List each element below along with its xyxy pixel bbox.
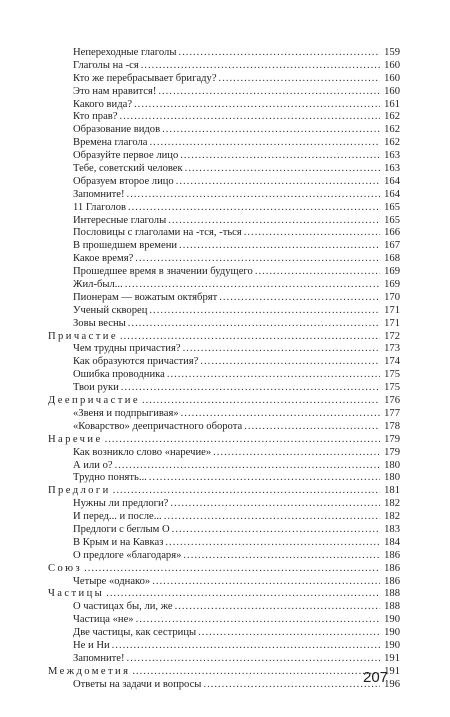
toc-entry-page: 171 bbox=[384, 304, 400, 316]
toc-entry bbox=[48, 99, 400, 112]
dot-leader bbox=[185, 163, 380, 176]
toc-entry-page: 165 bbox=[384, 214, 400, 226]
toc-entry-page: 179 bbox=[384, 446, 400, 458]
toc-entry bbox=[48, 150, 400, 163]
dot-leader bbox=[172, 524, 380, 537]
toc-entry-title: Кто прав? bbox=[73, 111, 118, 123]
toc-entry-page: 160 bbox=[384, 59, 400, 71]
toc-entry-page: 184 bbox=[384, 536, 400, 548]
toc-entry bbox=[48, 305, 400, 318]
toc-entry-title: «Звеня и подпрыгивая» bbox=[73, 407, 179, 419]
toc-entry-page: 190 bbox=[384, 639, 400, 651]
toc-entry bbox=[48, 111, 400, 124]
toc-entry bbox=[48, 550, 400, 563]
toc-entry bbox=[48, 202, 400, 215]
toc-entry-title: Причастие bbox=[48, 330, 118, 342]
dot-leader bbox=[113, 485, 380, 498]
toc-section-heading bbox=[48, 485, 400, 498]
toc-entry bbox=[48, 73, 400, 86]
toc-entry bbox=[48, 227, 400, 240]
dot-leader bbox=[127, 653, 380, 666]
dot-leader bbox=[176, 176, 380, 189]
toc-section-heading bbox=[48, 331, 400, 344]
dot-leader bbox=[183, 550, 380, 563]
dot-leader bbox=[162, 124, 380, 137]
toc-entry bbox=[48, 356, 400, 369]
toc-entry bbox=[48, 601, 400, 614]
dot-leader bbox=[112, 640, 380, 653]
toc-entry bbox=[48, 382, 400, 395]
toc-entry bbox=[48, 421, 400, 434]
dot-leader bbox=[119, 111, 380, 124]
toc-entry-page: 166 bbox=[384, 227, 400, 239]
dot-leader bbox=[198, 627, 380, 640]
toc-entry bbox=[48, 176, 400, 189]
toc-entry-title: Запомните! bbox=[73, 188, 125, 200]
toc-entry-page: 186 bbox=[384, 549, 400, 561]
dot-leader bbox=[115, 460, 380, 473]
dot-leader bbox=[179, 240, 380, 253]
toc-entry-title: Это нам нравится! bbox=[73, 85, 157, 97]
dot-leader bbox=[203, 679, 380, 692]
toc-entry-page: 180 bbox=[384, 472, 400, 484]
dot-leader bbox=[84, 563, 380, 576]
toc-entry-page: 190 bbox=[384, 627, 400, 639]
toc-entry-page: 173 bbox=[384, 343, 400, 355]
toc-entry-page: 186 bbox=[384, 562, 400, 574]
toc-entry bbox=[48, 498, 400, 511]
toc-entry-page: 162 bbox=[384, 124, 400, 136]
toc-entry bbox=[48, 447, 400, 460]
dot-leader bbox=[150, 137, 380, 150]
toc-entry bbox=[48, 576, 400, 589]
toc-entry-title: И перед... и после... bbox=[73, 511, 162, 523]
page-number: 207 bbox=[363, 669, 389, 686]
toc-entry-title: Междометия bbox=[48, 665, 131, 677]
toc-entry-title: Пословицы с глаголами на -тся, -ться bbox=[73, 227, 242, 239]
toc-entry-title: Образуйте первое лицо bbox=[73, 150, 179, 162]
toc-entry-page: 160 bbox=[384, 72, 400, 84]
toc-entry-page: 164 bbox=[384, 188, 400, 200]
toc-entry bbox=[48, 60, 400, 73]
toc-section-heading bbox=[48, 395, 400, 408]
toc-entry-page: 196 bbox=[384, 678, 400, 690]
toc-entry-page: 175 bbox=[384, 382, 400, 394]
toc-entry-title: Как возникло слово «наречие» bbox=[73, 446, 212, 458]
toc-entry-title: Интересные глаголы bbox=[73, 214, 167, 226]
toc-entry bbox=[48, 318, 400, 331]
toc-entry bbox=[48, 511, 400, 524]
toc-entry-page: 167 bbox=[384, 240, 400, 252]
toc-entry bbox=[48, 47, 400, 60]
toc-entry bbox=[48, 215, 400, 228]
toc-entry-page: 188 bbox=[384, 588, 400, 600]
dot-leader bbox=[128, 202, 380, 215]
toc-entry-page: 165 bbox=[384, 201, 400, 213]
toc-entry-title: Глаголы на -ся bbox=[73, 59, 139, 71]
dot-leader bbox=[106, 588, 380, 601]
toc-entry-title: Как образуются причастия? bbox=[73, 356, 199, 368]
toc-entry bbox=[48, 627, 400, 640]
toc-entry-title: Образуем второе лицо bbox=[73, 175, 174, 187]
toc-entry-page: 164 bbox=[384, 175, 400, 187]
dot-leader bbox=[158, 86, 380, 99]
toc-entry-page: 171 bbox=[384, 317, 400, 329]
toc-entry-title: Ответы на задачи и вопросы bbox=[73, 678, 202, 690]
toc-entry-title: Времена глагола bbox=[73, 137, 148, 149]
dot-leader bbox=[152, 576, 380, 589]
toc-entry-title: Какого вида? bbox=[73, 98, 133, 110]
toc-entry-title: О частицах бы, ли, же bbox=[73, 601, 173, 613]
dot-leader bbox=[178, 47, 380, 60]
toc-entry bbox=[48, 189, 400, 202]
toc-entry-page: 163 bbox=[384, 150, 400, 162]
toc-entry bbox=[48, 124, 400, 137]
dot-leader bbox=[120, 331, 380, 344]
toc-entry-title: Не и Ни bbox=[73, 639, 110, 651]
dot-leader bbox=[149, 305, 380, 318]
toc-entry-page: 188 bbox=[384, 601, 400, 613]
toc-entry-page: 182 bbox=[384, 498, 400, 510]
toc-entry bbox=[48, 614, 400, 627]
toc-entry-page: 159 bbox=[384, 47, 400, 58]
dot-leader bbox=[213, 447, 380, 460]
toc-entry-page: 183 bbox=[384, 523, 400, 535]
toc-entry-page: 174 bbox=[384, 356, 400, 368]
toc-entry bbox=[48, 279, 400, 292]
toc-entry-title: Ученый скворец bbox=[73, 304, 148, 316]
toc-entry-title: Образование видов bbox=[73, 124, 161, 136]
toc-entry-page: 176 bbox=[384, 395, 400, 407]
dot-leader bbox=[180, 150, 380, 163]
toc-entry-page: 179 bbox=[384, 433, 400, 445]
dot-leader bbox=[219, 73, 380, 86]
dot-leader bbox=[219, 292, 380, 305]
toc-entry-title: Наречие bbox=[48, 433, 103, 445]
table-of-contents bbox=[48, 47, 400, 692]
toc-entry-page: 161 bbox=[384, 98, 400, 110]
toc-entry-page: 177 bbox=[384, 407, 400, 419]
toc-entry bbox=[48, 86, 400, 99]
dot-leader bbox=[132, 666, 380, 679]
toc-entry-title: Прошедшее время в значении будущего bbox=[73, 266, 253, 278]
toc-entry-title: В прошедшем времени bbox=[73, 240, 178, 252]
toc-entry-title: Четыре «однако» bbox=[73, 575, 151, 587]
toc-entry bbox=[48, 253, 400, 266]
toc-entry-title: Деепричастие bbox=[48, 395, 140, 407]
toc-entry-title: А или о? bbox=[73, 459, 113, 471]
toc-entry-page: 170 bbox=[384, 291, 400, 303]
dot-leader bbox=[121, 382, 380, 395]
toc-entry-title: Кто же перебрасывает бригаду? bbox=[73, 72, 217, 84]
toc-entry bbox=[48, 292, 400, 305]
toc-entry-page: 191 bbox=[384, 652, 400, 664]
toc-entry-title: 11 Глаголов bbox=[73, 201, 126, 213]
toc-entry bbox=[48, 460, 400, 473]
toc-section-heading bbox=[48, 588, 400, 601]
toc-entry-page: 168 bbox=[384, 253, 400, 265]
toc-entry-title: «Коварство» деепричастного оборота bbox=[73, 420, 243, 432]
toc-entry-title: Нужны ли предлоги? bbox=[73, 498, 169, 510]
dot-leader bbox=[168, 215, 380, 228]
toc-entry-page: 169 bbox=[384, 279, 400, 291]
toc-entry bbox=[48, 653, 400, 666]
dot-leader bbox=[175, 601, 380, 614]
toc-entry bbox=[48, 524, 400, 537]
dot-leader bbox=[183, 343, 380, 356]
toc-entry-title: Предлоги bbox=[48, 485, 111, 497]
dot-leader bbox=[141, 60, 380, 73]
toc-entry-title: Запомните! bbox=[73, 652, 125, 664]
toc-entry-page: 191 bbox=[384, 665, 400, 677]
dot-leader bbox=[135, 253, 380, 266]
dot-leader bbox=[244, 227, 380, 240]
toc-entry-page: 180 bbox=[384, 459, 400, 471]
toc-entry-title: Зовы весны bbox=[73, 317, 126, 329]
toc-entry bbox=[48, 137, 400, 150]
toc-entry-title: Ошибка проводника bbox=[73, 369, 165, 381]
dot-leader bbox=[255, 266, 380, 279]
toc-entry bbox=[48, 163, 400, 176]
toc-entry-title: Союз bbox=[48, 562, 83, 574]
dot-leader bbox=[142, 395, 380, 408]
toc-entry-title: Предлоги с беглым О bbox=[73, 523, 170, 535]
toc-entry bbox=[48, 266, 400, 279]
dot-leader bbox=[128, 318, 380, 331]
toc-entry-title: Трудно понять... bbox=[73, 472, 147, 484]
toc-entry bbox=[48, 343, 400, 356]
toc-section-heading bbox=[48, 563, 400, 576]
toc-entry-page: 169 bbox=[384, 266, 400, 278]
toc-entry-title: Частица «не» bbox=[73, 614, 134, 626]
toc-entry-title: Какое время? bbox=[73, 253, 134, 265]
toc-entry bbox=[48, 537, 400, 550]
dot-leader bbox=[149, 472, 380, 485]
toc-entry-title: О предлоге «благодаря» bbox=[73, 549, 182, 561]
toc-entry-page: 186 bbox=[384, 575, 400, 587]
dot-leader bbox=[181, 408, 380, 421]
dot-leader bbox=[244, 421, 380, 434]
dot-leader bbox=[165, 537, 380, 550]
toc-entry bbox=[48, 408, 400, 421]
toc-entry-title: Две частицы, как сестрицы bbox=[73, 627, 197, 639]
toc-entry bbox=[48, 240, 400, 253]
toc-entry-page: 181 bbox=[384, 485, 400, 497]
toc-entry-title: В Крым и на Кавказ bbox=[73, 536, 164, 548]
dot-leader bbox=[134, 99, 380, 112]
toc-entry-page: 182 bbox=[384, 511, 400, 523]
toc-entry-page: 172 bbox=[384, 330, 400, 342]
dot-leader bbox=[127, 189, 380, 202]
toc-entry-title: Пионерам — вожатым октябрят bbox=[73, 291, 218, 303]
toc-entry bbox=[48, 679, 400, 692]
toc-entry-page: 190 bbox=[384, 614, 400, 626]
toc-entry-page: 160 bbox=[384, 85, 400, 97]
dot-leader bbox=[170, 498, 380, 511]
toc-entry-title: Жил-был... bbox=[73, 279, 123, 291]
dot-leader bbox=[105, 434, 380, 447]
toc-section-heading bbox=[48, 666, 400, 679]
toc-entry-title: Непереходные глаголы bbox=[73, 47, 177, 58]
dot-leader bbox=[167, 369, 380, 382]
dot-leader bbox=[136, 614, 380, 627]
toc-entry-page: 162 bbox=[384, 111, 400, 123]
toc-entry-page: 175 bbox=[384, 369, 400, 381]
toc-entry bbox=[48, 369, 400, 382]
toc-entry-page: 162 bbox=[384, 137, 400, 149]
toc-section-heading bbox=[48, 434, 400, 447]
toc-entry bbox=[48, 472, 400, 485]
toc-entry-title: Чем трудны причастия? bbox=[73, 343, 181, 355]
toc-entry-title: Твои руки bbox=[73, 382, 119, 394]
dot-leader bbox=[125, 279, 380, 292]
dot-leader bbox=[200, 356, 380, 369]
toc-entry-title: Тебе, советский человек bbox=[73, 163, 183, 175]
toc-entry-title: Частицы bbox=[48, 588, 105, 600]
toc-entry-page: 178 bbox=[384, 420, 400, 432]
toc-entry bbox=[48, 640, 400, 653]
dot-leader bbox=[164, 511, 380, 524]
toc-entry-page: 163 bbox=[384, 163, 400, 175]
